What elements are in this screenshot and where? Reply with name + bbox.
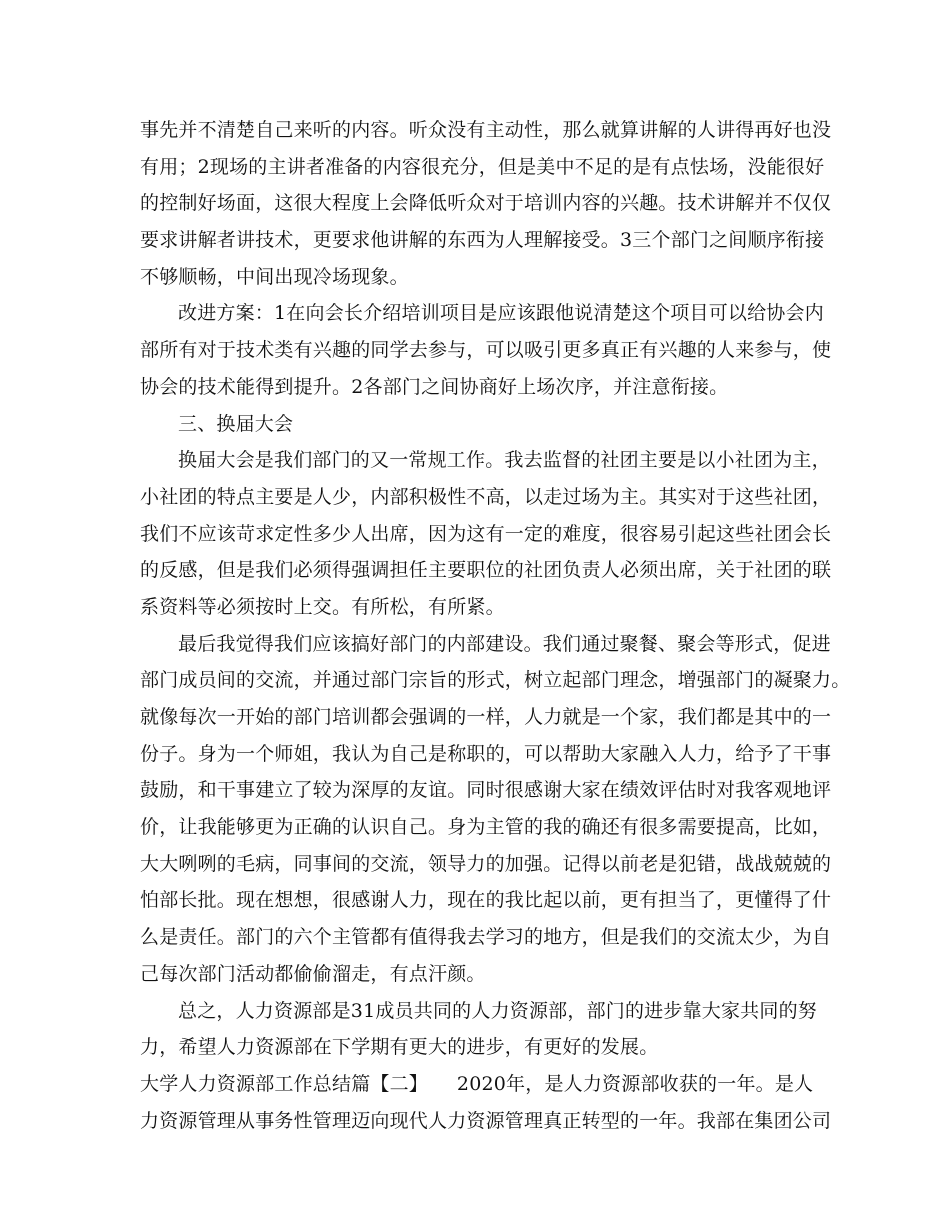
text-line: 价，让我能够更为正确的认识自己。身为主管的我的确还有很多需要提高，比如， bbox=[140, 816, 832, 839]
text-line: 有用；2现场的主讲者准备的内容很充分，但是美中不足的是有点怯场，没能很好 bbox=[140, 155, 825, 178]
text-line: 份子。身为一个师姐，我认为自己是称职的，可以帮助大家融入人力，给予了干事 bbox=[140, 742, 832, 765]
text-line: 改进方案：1在向会长介绍培训项目是应该跟他说清楚这个项目可以给协会内 bbox=[178, 302, 824, 325]
text-line: 部所有对于技术类有兴趣的同学去参与，可以吸引更多真正有兴趣的人来参与，使 bbox=[140, 339, 832, 362]
text-line: 的控制好场面，这很大程度上会降低听众对于培训内容的兴趣。技术讲解并不仅仅 bbox=[140, 192, 832, 215]
text-line: 协会的技术能得到提升。2各部门之间协商好上场次序，并注意衔接。 bbox=[140, 375, 729, 398]
text-line: 要求讲解者讲技术，更要求他讲解的东西为人理解接受。3三个部门之间顺序衔接 bbox=[140, 229, 825, 252]
document-body bbox=[140, 112, 851, 1139]
text-line: 不够顺畅，中间出现冷场现象。 bbox=[140, 265, 409, 288]
text-line: 么是责任。部门的六个主管都有值得我去学习的地方，但是我们的交流太少，为自 bbox=[140, 926, 832, 949]
text-line: 力，希望人力资源部在下学期有更大的进步，有更好的发展。 bbox=[140, 1036, 659, 1059]
text-line: 大学人力资源部工作总结篇【二】 2020年，是人力资源部收获的一年。是人 bbox=[140, 1072, 814, 1095]
text-line: 系资料等必须按时上交。有所松，有所紧。 bbox=[140, 595, 505, 618]
text-line: 的反感，但是我们必须得强调担任主要职位的社团负责人必须出席，关于社团的联 bbox=[140, 559, 832, 582]
text-line: 事先并不清楚自己来听的内容。听众没有主动性，那么就算讲解的人讲得再好也没 bbox=[140, 119, 832, 141]
text-line: 力资源管理从事务性管理迈向现代人力资源管理真正转型的一年。我部在集团公司 bbox=[140, 1109, 832, 1132]
text-line: 总之，人力资源部是31成员共同的人力资源部，部门的进步靠大家共同的努 bbox=[178, 999, 817, 1022]
text-line: 怕部长批。现在想想，很感谢人力，现在的我比起以前，更有担当了，更懂得了什 bbox=[140, 889, 832, 912]
text-line: 三、换届大会 bbox=[178, 412, 294, 435]
text-line: 小社团的特点主要是人少，内部积极性不高，以走过场为主。其实对于这些社团， bbox=[140, 485, 832, 508]
text-line: 最后我觉得我们应该搞好部门的内部建设。我们通过聚餐、聚会等形式，促进 bbox=[178, 632, 831, 655]
text-line: 部门成员间的交流，并通过部门宗旨的形式，树立起部门理念，增强部门的凝聚力。 bbox=[140, 669, 851, 692]
text-line: 己每次部门活动都偷偷溜走，有点汗颜。 bbox=[140, 962, 486, 985]
text-line: 换届大会是我们部门的又一常规工作。我去监督的社团主要是以小社团为主， bbox=[178, 449, 831, 472]
text-line: 鼓励，和干事建立了较为深厚的友谊。同时很感谢大家在绩效评估时对我客观地评 bbox=[140, 779, 832, 802]
text-line: 我们不应该苛求定性多少人出席，因为这有一定的难度，很容易引起这些社团会长 bbox=[140, 522, 832, 545]
text-line: 大大咧咧的毛病，同事间的交流，领导力的加强。记得以前老是犯错，战战兢兢的 bbox=[140, 852, 832, 875]
text-line: 就像每次一开始的部门培训都会强调的一样，人力就是一个家，我们都是其中的一 bbox=[140, 706, 832, 728]
